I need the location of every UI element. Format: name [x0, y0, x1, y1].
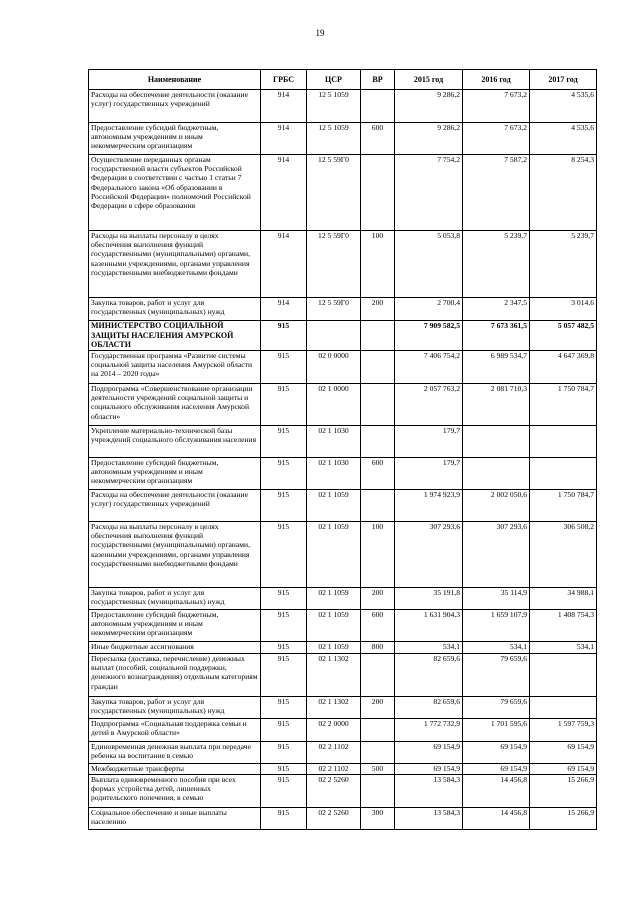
- table-row: [89, 155, 597, 231]
- cell-2015: 13 584,3: [395, 808, 463, 830]
- cell-2016: [463, 458, 530, 490]
- cell-name: Пересылка (доставка, перечисление) денежных выплат (пособий, социальной поддержки, денежного вознаграждения) отдельным категориям граждан: [89, 654, 261, 697]
- table-row: [89, 490, 597, 522]
- cell-name: Межбюджетные трансферты: [89, 764, 261, 775]
- cell-2017: 15 266,9: [530, 775, 597, 808]
- cell-grbs: 915: [261, 654, 307, 697]
- cell-vr: [361, 719, 395, 742]
- table-row: [89, 321, 597, 351]
- cell-vr: [361, 426, 395, 458]
- cell-2017: 534,1: [530, 642, 597, 654]
- cell-2015: 1 974 923,9: [395, 490, 463, 522]
- cell-csr: 02 1 1302: [307, 697, 361, 719]
- cell-vr: 800: [361, 642, 395, 654]
- table-row: [89, 642, 597, 654]
- cell-2016: 1 659 107,9: [463, 610, 530, 642]
- cell-2016: 2 002 050,6: [463, 490, 530, 522]
- cell-vr: [361, 384, 395, 426]
- cell-2016: 307 293,6: [463, 522, 530, 588]
- table-row: [89, 654, 597, 697]
- cell-2015: 534,1: [395, 642, 463, 654]
- cell-name: Предоставление субсидий бюджетным, автономным учреждениям и иным некоммерческим организациям: [89, 123, 261, 155]
- cell-name: Предоставление субсидий бюджетным, автономным учреждениям и иным некоммерческим организациям: [89, 458, 261, 490]
- cell-vr: [361, 321, 395, 351]
- header-grbs: ГРБС: [261, 70, 307, 90]
- cell-2015: 1 631 904,3: [395, 610, 463, 642]
- table-row: [89, 426, 597, 458]
- cell-2017: 4 535,6: [530, 90, 597, 123]
- cell-csr: 12 5 1059: [307, 90, 361, 123]
- cell-grbs: 914: [261, 231, 307, 298]
- cell-name: Расходы на выплаты персоналу в целях обеспечения выполнения функций государственными (муниципальными) органами, казенными учреждениями, органами управления государственными внебюджетными фондами: [89, 522, 261, 588]
- cell-name: Предоставление субсидий бюджетным, автономным учреждениям и иным некоммерческим организациям: [89, 610, 261, 642]
- table-row: [89, 384, 597, 426]
- cell-grbs: 915: [261, 642, 307, 654]
- cell-2016: 69 154,9: [463, 742, 530, 764]
- cell-name: Расходы на выплаты персоналу в целях обеспечения выполнения функций государственными (муниципальными) органами, казенными учреждениями, органами управления государственными внебюджетными фондами: [89, 231, 261, 298]
- cell-name: Расходы на обеспечение деятельности (оказание услуг) государственных учреждений: [89, 490, 261, 522]
- cell-2015: 82 659,6: [395, 654, 463, 697]
- cell-2017: 5 057 482,5: [530, 321, 597, 351]
- cell-2015: 2 700,4: [395, 298, 463, 321]
- cell-vr: 500: [361, 764, 395, 775]
- cell-name: Укрепление материально-технической базы учреждений социального обслуживания населения: [89, 426, 261, 458]
- table-row: [89, 742, 597, 764]
- cell-vr: [361, 351, 395, 384]
- cell-vr: 600: [361, 610, 395, 642]
- table-row: [89, 697, 597, 719]
- table-row: [89, 458, 597, 490]
- cell-2016: 14 456,8: [463, 808, 530, 830]
- cell-2016: 2 347,5: [463, 298, 530, 321]
- cell-2017: 69 154,9: [530, 742, 597, 764]
- cell-grbs: 915: [261, 321, 307, 351]
- table-row: [89, 522, 597, 588]
- cell-vr: [361, 775, 395, 808]
- cell-grbs: 915: [261, 808, 307, 830]
- cell-2016: 79 659,6: [463, 654, 530, 697]
- cell-2015: 7 406 754,2: [395, 351, 463, 384]
- cell-vr: 200: [361, 588, 395, 610]
- cell-name: Закупка товаров, работ и услуг для государственных (муниципальных) нужд: [89, 697, 261, 719]
- cell-2015: 179,7: [395, 426, 463, 458]
- cell-2017: 5 239,7: [530, 231, 597, 298]
- table-row: [89, 719, 597, 742]
- cell-vr: [361, 155, 395, 231]
- cell-csr: 02 2 5260: [307, 808, 361, 830]
- cell-csr: 12 5 59Г0: [307, 298, 361, 321]
- cell-csr: 02 1 0000: [307, 384, 361, 426]
- cell-name: Осуществление переданных органам государственной власти субъектов Российской Федерации в соответствии с частью 1 статьи 7 Федерального закона «Об образовании в Российской Федерации» полномочий Российской Федерации в сфере образования: [89, 155, 261, 231]
- cell-2017: 1 408 754,3: [530, 610, 597, 642]
- cell-grbs: 915: [261, 426, 307, 458]
- cell-csr: 02 0 0000: [307, 351, 361, 384]
- cell-2015: 179,7: [395, 458, 463, 490]
- cell-2017: 1 597 759,3: [530, 719, 597, 742]
- cell-grbs: 914: [261, 90, 307, 123]
- cell-2015: 5 053,8: [395, 231, 463, 298]
- cell-vr: [361, 490, 395, 522]
- cell-csr: [307, 321, 361, 351]
- cell-vr: 200: [361, 697, 395, 719]
- cell-vr: [361, 742, 395, 764]
- cell-name: Подпрограмма «Социальная поддержка семьи и детей в Амурской области»: [89, 719, 261, 742]
- cell-grbs: 915: [261, 697, 307, 719]
- cell-2017: 34 988,1: [530, 588, 597, 610]
- header-csr: ЦСР: [307, 70, 361, 90]
- table-row: [89, 298, 597, 321]
- cell-vr: 600: [361, 458, 395, 490]
- cell-2017: [530, 426, 597, 458]
- table-row: [89, 588, 597, 610]
- table-row: [89, 123, 597, 155]
- cell-2017: 1 750 784,7: [530, 384, 597, 426]
- cell-csr: 02 1 1059: [307, 610, 361, 642]
- cell-2015: 69 154,9: [395, 764, 463, 775]
- header-2016: 2016 год: [463, 70, 530, 90]
- cell-2015: 69 154,9: [395, 742, 463, 764]
- cell-2016: 534,1: [463, 642, 530, 654]
- table-row: [89, 808, 597, 830]
- cell-name: Расходы на обеспечение деятельности (оказание услуг) государственных учреждений: [89, 90, 261, 123]
- cell-name: Подпрограмма «Совершенствование организации деятельности учреждений социальной защиты и социального обслуживания населения Амурской области»: [89, 384, 261, 426]
- cell-2016: 7 673 361,5: [463, 321, 530, 351]
- cell-grbs: 915: [261, 588, 307, 610]
- cell-name: Закупка товаров, работ и услуг для государственных (муниципальных) нужд: [89, 298, 261, 321]
- cell-2015: 35 191,8: [395, 588, 463, 610]
- table-row: [89, 231, 597, 298]
- cell-2016: 7 673,2: [463, 90, 530, 123]
- header-2015: 2015 год: [395, 70, 463, 90]
- cell-name: Закупка товаров, работ и услуг для государственных (муниципальных) нужд: [89, 588, 261, 610]
- cell-csr: 12 5 59Г0: [307, 231, 361, 298]
- cell-grbs: 914: [261, 155, 307, 231]
- cell-csr: 12 5 1059: [307, 123, 361, 155]
- cell-2016: [463, 426, 530, 458]
- cell-csr: 02 1 1059: [307, 588, 361, 610]
- cell-csr: 02 2 5260: [307, 775, 361, 808]
- cell-2015: 82 659,6: [395, 697, 463, 719]
- table-body: [89, 90, 597, 830]
- cell-grbs: 915: [261, 522, 307, 588]
- table-header-row: [89, 70, 597, 90]
- cell-csr: 02 2 1102: [307, 742, 361, 764]
- budget-table: [88, 69, 597, 830]
- cell-2015: 1 772 732,9: [395, 719, 463, 742]
- cell-2015: 7 909 582,5: [395, 321, 463, 351]
- cell-2017: 3 014,6: [530, 298, 597, 321]
- cell-2017: 306 508,2: [530, 522, 597, 588]
- cell-2017: 8 254,3: [530, 155, 597, 231]
- cell-vr: 200: [361, 298, 395, 321]
- cell-vr: 300: [361, 808, 395, 830]
- cell-grbs: 915: [261, 764, 307, 775]
- cell-grbs: 915: [261, 458, 307, 490]
- cell-vr: 100: [361, 522, 395, 588]
- cell-grbs: 915: [261, 351, 307, 384]
- cell-2015: 13 584,3: [395, 775, 463, 808]
- header-2017: 2017 год: [530, 70, 597, 90]
- cell-2015: 307 293,6: [395, 522, 463, 588]
- cell-name: МИНИСТЕРСТВО СОЦИАЛЬНОЙ ЗАЩИТЫ НАСЕЛЕНИЯ АМУРСКОЙ ОБЛАСТИ: [89, 321, 261, 351]
- cell-2015: 9 286,2: [395, 123, 463, 155]
- cell-grbs: 915: [261, 384, 307, 426]
- table-row: [89, 90, 597, 123]
- cell-2017: 4 647 369,8: [530, 351, 597, 384]
- cell-name: Государственная программа «Развитие системы социальной защиты населения Амурской области на 2014 – 2020 годы»: [89, 351, 261, 384]
- cell-grbs: 914: [261, 123, 307, 155]
- cell-2016: 14 456,8: [463, 775, 530, 808]
- cell-2015: 7 754,2: [395, 155, 463, 231]
- cell-vr: [361, 654, 395, 697]
- cell-name: Единовременная денежная выплата при передаче ребенка на воспитание в семью: [89, 742, 261, 764]
- cell-grbs: 914: [261, 298, 307, 321]
- cell-2016: 2 081 710,3: [463, 384, 530, 426]
- table-row: [89, 775, 597, 808]
- cell-vr: [361, 90, 395, 123]
- cell-grbs: 915: [261, 719, 307, 742]
- cell-2017: 4 535,6: [530, 123, 597, 155]
- cell-name: Социальное обеспечение и иные выплаты населению: [89, 808, 261, 830]
- cell-csr: 02 1 1030: [307, 426, 361, 458]
- cell-2017: 15 266,9: [530, 808, 597, 830]
- cell-vr: 600: [361, 123, 395, 155]
- cell-grbs: 915: [261, 490, 307, 522]
- cell-2017: [530, 697, 597, 719]
- table-row: [89, 610, 597, 642]
- cell-2017: [530, 654, 597, 697]
- cell-vr: 100: [361, 231, 395, 298]
- cell-csr: 02 2 0000: [307, 719, 361, 742]
- cell-2015: 9 286,2: [395, 90, 463, 123]
- page-number: 19: [315, 28, 325, 38]
- cell-csr: 02 1 1302: [307, 654, 361, 697]
- cell-2016: 5 239,7: [463, 231, 530, 298]
- cell-name: Выплата единовременного пособия при всех формах устройства детей, лишенных родительского попечения, в семью: [89, 775, 261, 808]
- cell-2016: 6 989 534,7: [463, 351, 530, 384]
- cell-2017: 1 750 784,7: [530, 490, 597, 522]
- cell-2016: 79 659,6: [463, 697, 530, 719]
- table-row: [89, 351, 597, 384]
- cell-2017: 69 154,9: [530, 764, 597, 775]
- cell-2017: [530, 458, 597, 490]
- cell-name: Иные бюджетные ассигнования: [89, 642, 261, 654]
- cell-csr: 12 5 59Г0: [307, 155, 361, 231]
- cell-2015: 2 057 763,2: [395, 384, 463, 426]
- header-name: Наименование: [89, 70, 261, 90]
- cell-2016: 7 673,2: [463, 123, 530, 155]
- cell-2016: 35 114,9: [463, 588, 530, 610]
- cell-csr: 02 1 1059: [307, 522, 361, 588]
- cell-grbs: 915: [261, 610, 307, 642]
- cell-grbs: 915: [261, 742, 307, 764]
- cell-grbs: 915: [261, 775, 307, 808]
- cell-2016: 7 587,2: [463, 155, 530, 231]
- table-row: [89, 764, 597, 775]
- cell-csr: 02 1 1059: [307, 642, 361, 654]
- cell-csr: 02 1 1030: [307, 458, 361, 490]
- cell-csr: 02 2 1102: [307, 764, 361, 775]
- cell-csr: 02 1 1059: [307, 490, 361, 522]
- cell-2016: 69 154,9: [463, 764, 530, 775]
- header-vr: ВР: [361, 70, 395, 90]
- cell-2016: 1 701 595,6: [463, 719, 530, 742]
